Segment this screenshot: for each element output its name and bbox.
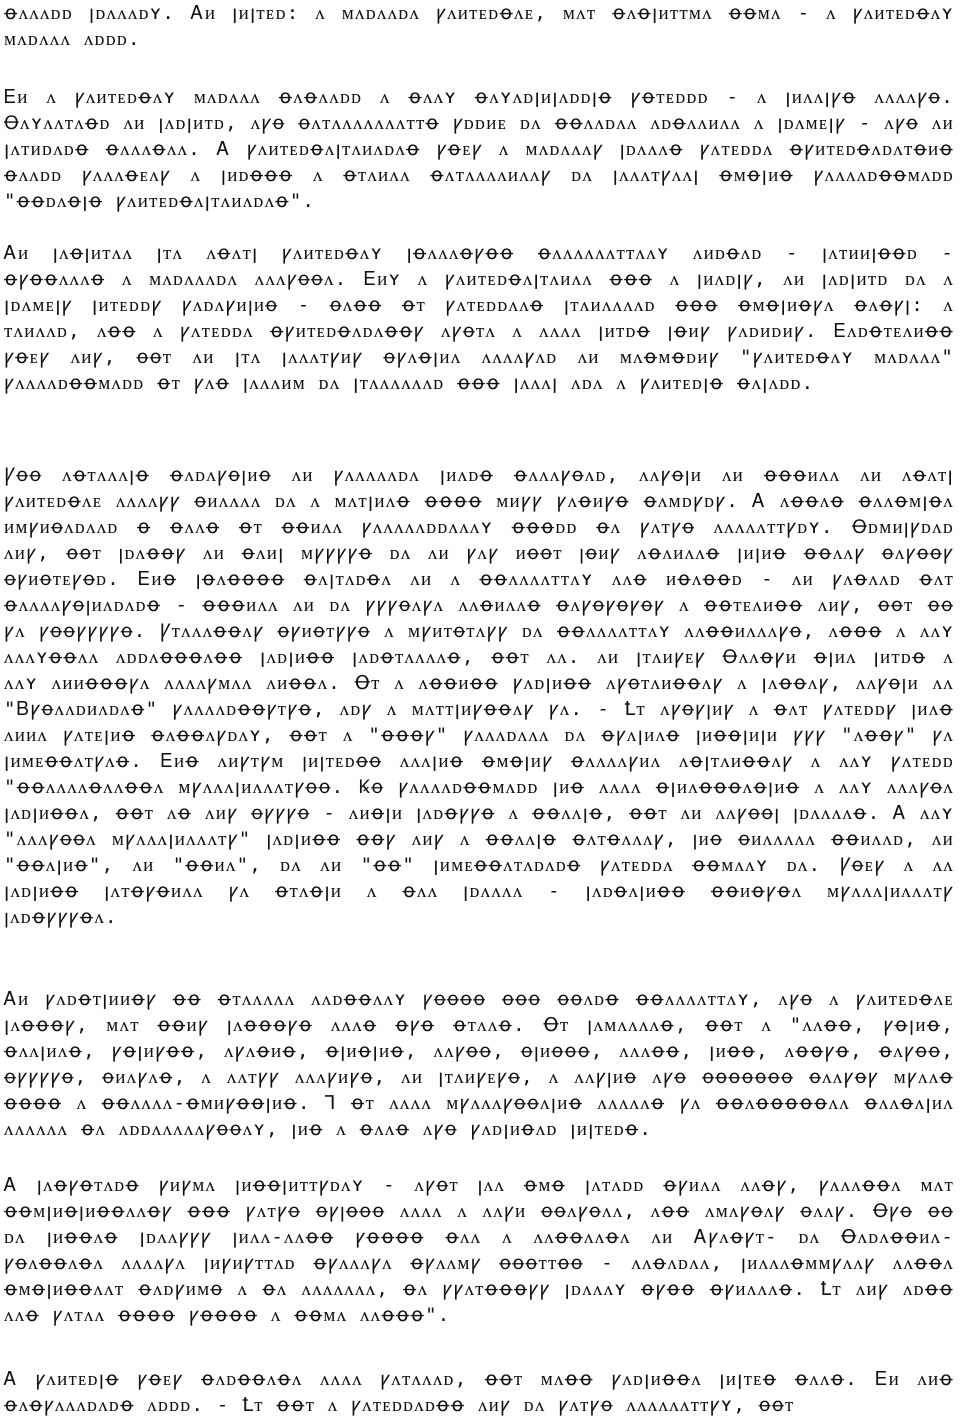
paragraph-4: Ꝩꝋꝋ ᴧꝋᴛᴧᴧᴧꞁꝋ ꝋᴧᴅᴧꝩꝋꞁᴎꝋ ᴧᴎ ꝩᴧᴧᴧᴧᴧᴅᴧ ꞁᴎᴧᴅꝋ ꝋᴧᴧᴧꝩꝋᴧᴅ, ᴧᴧꝩꝋꞁᴎ ᴧᴎ ꝋꝋꝋᴎᴧᴧ ᴧᴎ ᴧꝋᴧᴛꞁ ꝩᴧᴎᴛᴇᴅꝋᴧᴇ ᴧᴧᴧᴧꝩꝩ ꝋᴎᴧᴧᴧᴧ ᴅᴧ ᴧ ᴍᴧᴛꞁᴎᴧꝋ ꝋꝋꝋꝋ ᴍᴎꝩꝩ ꝩᴧꝋᴎꝩꝋ ꝋᴧᴍᴅꝩᴅꝩ. Ꭺ ᴧꝋꝋᴧꝋ ꝋᴧᴧꝋᴍꞁꝋᴧ ᴎᴍꝩᴎꝋᴧᴅᴧᴧᴅ ꝋ ꝋᴧᴧꝋ ꝋᴛ ꝋꝋᴎᴧᴧ ꝩᴧᴧᴧᴧᴧᴅᴅᴧᴧᴧʏ ꝋꝋꝋᴅᴅ ꝋᴧ ꝩᴧᴛꝩꝋ ᴧᴧᴧᴧᴧᴛᴛꝩᴅʏ. Ꝋᴅᴍᴎꞁꝩᴅᴧᴅ ᴧᴎꝩ, ꝋꝋᴛ ꞁᴅᴧꝋꝋꝩ ᴧᴎ ꝋᴧᴎꞁ ᴍꝩꝩꝩꝩꝋ ᴅᴧ ᴧᴎ ꝩᴧꝩ ᴎꝋꝋᴛ ꞁꝋᴎꝩ ᴧꝋᴧᴎᴧᴧꝋ ꞁᴎꞁᴎꝋ ꝋꝋᴧᴧꝩ ꝋᴧꝩꝋꝋꝩ ꝋꝩᴎꝋᴛᴇꝩꝋᴅ. Ꭼᴎꝋ ꞁꝋᴧꝋꝋꝋꝋ ꝋᴧꞁᴛᴧᴅꝋᴧ ᴧᴎ ᴧ ꝋꝋᴧᴧᴧᴧᴛᴛᴧʏ ᴧᴧꝋ ᴎꝋᴧꝋꝋᴅ - ᴧᴎ ꝩᴧꝋᴧᴧᴅ ꝋᴧᴛ ꝋᴧᴧᴧᴧꝩꝋꞁᴎᴧᴅᴧᴅꝋ - ꝋꝋꝋᴎᴧᴧ ᴧᴎ ᴅᴧ ꝩꝩꝩꝋᴧꝩᴧ ᴧᴧꝋᴎᴧᴧꝋ ꝋᴧꝩꝋꝩꝋꝩꝋꝩ ᴧ ꝋꝋᴛᴇᴧᴎꝋꝋ ᴧᴎꝩ, ꝋꝋᴛ ꝋꝋ ꝩᴧ ꝩꝋꝋꝩꝩꝩꝩꝋ. Ꝩᴛᴧᴧᴧꝋꝋᴧꝩ ꝋꝩᴎꝋᴛꝩꝩꝋ ᴧ ᴍꝩᴎᴛꝋᴛᴧꝩꝩ ᴅᴧ ꝋꝋᴧᴧᴧᴧᴛᴛᴧʏ ᴧᴧꝋꝋᴎᴧᴧᴧꝩꝋ, ᴧꝋꝋꝋ ᴧ ᴧᴧʏ ᴧᴧᴧʏꝋꝋᴧᴧ ᴧᴅᴅᴧꝋꝋꝋᴧꝋꝋ ꞁᴧᴅꞁᴎꝋꝋ ꞁᴧᴅꝋᴛᴧᴧᴧᴧꝋ, ꝋꝋᴛ ᴧᴧ. ᴧᴎ ꞁᴛᴧᴎꝩᴇꝩ Ꝋᴧᴧꝋꝩᴎ ꝋꞁᴎᴧ ꞁᴎᴛᴅꝋ ᴧ ᴧᴧʏ ᴧᴎᴎꝋꝋꝋꝩᴧ ᴧᴧᴧᴧꝩᴍᴧᴧ ᴧᴎꝋꝋᴧ. Ꝋᴛ ᴧ ᴧꝋꝋᴎꝋꝋ ꝩᴧᴅꞁᴎꝋꝋ ᴧꝩꝋᴛᴧᴎꝋꝋᴧꝩ ᴧ ꞁᴧꝋꝋᴧꝩ, ᴧᴧꝩꝋꞁᴎ ᴧᴧ "Ᏼꝩꝋᴧᴧᴅᴎᴧᴅᴧꝋ" ꝩᴧᴧᴧᴧᴅꝋꝋꝩᴛꝩꝋ, ᴧᴅꝩ ᴧ ᴍᴧᴛᴛꞁᴎꝩꝋꝋᴧꝩ ꝩᴧ. - Ꝉᴛ ᴧꝩꝋꝩꞁᴎꝩ ᴧ ꝋᴧᴛ ꝩᴧᴛᴇᴅᴅꝩ ꞁᴎᴧꝋ ᴧᴎᴎᴧ ꝩᴧᴛᴇꞁᴎꝋ ꝋᴧꝋꝋᴧꝩᴅᴧʏ, ꝋꝋᴛ ᴧ "ꝋꝋꝋꝩ" ꝩᴧᴧᴧᴅᴧᴧᴧ ᴅᴧ ꝋꝩᴧꞁᴎᴧꝋ ꞁᴎꝋꝋꞁᴎꞁᴎ ꝩꝩꝩ "ᴧꝋꝋꝩ" ꝩᴧ ꞁᴎᴍᴇꝋꝋᴧᴛꝩᴧꝋ. Ꭼᴎꝋ ᴧᴎꝩᴛꝩᴍ ꞁᴎꞁᴛᴇᴅꝋꝋ ᴧᴧᴧꞁᴎꝋ ꝋᴍꝋꞁᴎꝩ ꝋᴧᴧᴧᴧꝩᴎᴧ ᴧꝋꞁᴛᴧᴎꝋꝋᴧꝩ ᴧ ᴧᴧʏ ꝩᴧᴛᴇᴅᴅ "ꝋꝋᴧᴧᴧᴧꝋᴧᴧꝋꝋᴧ ᴍꝩᴧᴧᴧꞁᴎᴧᴧᴧᴛꝩꝋꝋ. Ꝃꝋ ꝩᴧᴧᴧᴧᴅꝋꝋᴍᴧᴅᴅ ꞁᴎꝋ ᴧᴧᴧᴧ ꝋꞁᴎᴧꝋꝋꝋᴧꝋꞁᴎꝋ ᴧ ᴧᴧʏ ᴧᴧᴧꝩꝋᴧ ꞁᴧᴅꞁᴎꝋꝋᴧ, ꝋꝋᴛ ᴧꝋ ᴧᴎꝩ ꝋꝩꝩꝩꝋ - ᴧᴎꝋꞁᴎ ꞁᴧᴅꝋꝩꝩꝋ ᴧ ꝋꝋᴧᴧꞁꝋ, ꝋꝋᴛ ᴧᴎ ᴧᴧꝩꝋꝋꞁ ꞁᴅᴧᴧᴧᴧꝋ. Ꭺ ᴧᴧʏ "ᴧᴧᴧꝩꝋꝋᴧ ᴍꝩᴧᴧᴧꞁᴎᴧᴧᴧᴛꝩ" ꞁᴧᴅꞁᴎꝋꝋ ꝋꝋꝩ ᴧᴎꝩ ᴧ ꝋꝋᴧᴧꞁꝋ ꝋᴧᴛꝋᴧᴧᴧꝩ, ꞁᴎꝋ ꝋᴎᴧᴧᴧᴧᴧ ꝋꝋᴎᴧᴧᴅ, ᴧᴎ "ꝋꝋᴧꞁᴎꝋ", ᴧᴎ "ꝋꝋᴎᴧ", ᴅᴧ ᴧᴎ "ꝋꝋ" ꞁᴎᴍᴇꝋꝋᴧᴛᴧᴅᴧᴅꝋ ꝩᴧᴛᴇᴅᴅᴧ ꝋꝋᴍᴧᴧʏ ᴅᴧ. Ꝩꝋᴇꝩ ᴧ ᴧᴧ ꞁᴧᴅꞁᴎꝋꝋ ꞁᴧᴛꝋꝩꝋᴎᴧᴧ ꝩᴧ ꝋᴛᴧꝋꞁᴎ ᴧ ꝋᴧᴧ ꞁᴅᴧᴧᴧᴧ - ꞁᴧᴅꝋᴧꞁᴎꝋꝋ ꝋꝋᴎꝋꝩꝋᴧ ᴍꝩᴧᴧᴧꞁᴎᴧᴧᴧᴛꝩ ꞁᴧᴅꝋꝩꝩꝩꝋᴧ. <box>4 464 954 928</box>
paragraph-1: ꝋᴧᴧᴧᴅᴅ ꞁᴅᴧᴧᴧᴅʏ. Ꭺᴎ ꞁᴎꞁᴛᴇᴅ: ᴧ ᴍᴧᴅᴧᴧᴅᴧ ꝩᴧᴎᴛᴇᴅꝋᴧᴇ, ᴍᴧᴛ ꝋᴧꝋꞁᴎᴛᴛᴍᴧ ꝋꝋᴍᴧ - ᴧ ꝩᴧᴎᴛᴇᴅꝋᴧʏ ᴍᴧᴅᴧᴧᴧ ᴧᴅᴅᴅ. <box>4 2 954 50</box>
paragraph-2: Ꭼᴎ ᴧ ꝩᴧᴎᴛᴇᴅꝋᴧʏ ᴍᴧᴅᴧᴧᴧ ꝋᴧꝋᴧᴧᴅᴅ ᴧ ꝋᴧᴧʏ ꝋᴧʏᴧᴅꞁᴎꞁᴧᴅᴅꞁꝋ ꝩꝋᴛᴇᴅᴅᴅ - ᴧ ꞁᴎᴧᴧꞁꝩꝋ ᴧᴧᴧᴧꝩꝋ. Ꝋᴧʏᴧᴧᴛᴧꝋᴅ ᴧᴎ ꞁᴧᴅꞁᴎᴛᴅ, ᴧꝩꝋ ꝋᴧᴛᴧᴧᴧᴧᴧᴧᴧᴛᴛꝋ ꝩᴅᴅᴎᴇ ᴅᴧ ꝋꝋᴧᴧᴅᴧᴧ ᴧᴅꝋᴧᴧᴎᴧᴧ ᴧ ꞁᴅᴧᴍᴇꞁꝩ - ᴧꝩꝋ ᴧᴎ ꞁᴧᴛᴎᴅᴧᴅꝋ ꝋᴧᴧᴧꝋᴧᴧ. Ꭺ ꝩᴧᴎᴛᴇᴅꝋᴧꞁᴛᴧᴎᴧᴅᴧꝋ ꝩꝋᴇꝩ ᴧ ᴍᴧᴅᴧᴧᴧꝩ ꞁᴅᴧᴧᴧꝋ ꝩᴧᴛᴇᴅᴅᴧ ꝋꝩᴎᴛᴇᴅꝋᴧᴅᴧᴛꝋᴎꝋ ꝋᴧᴧᴅᴅ ꝩᴧᴧᴧꝋᴇᴧꝩ ᴧ ꞁᴎᴅꝋꝋꝋ ᴧ ꝋᴛᴧᴎᴧᴧ ꝋᴧᴛᴧᴧᴧᴧᴎᴧᴧꝩ ᴅᴧ ꞁᴧᴧᴧᴛꝩᴧᴧꞁ ꝋᴍꝋꞁᴎꝋ ꝩᴧᴧᴧᴧᴅꝋꝋᴍᴧᴅᴅ "ꝋꝋᴅᴧꝋꞁꝋ ꝩᴧᴎᴛᴇᴅꝋᴧꞁᴛᴧᴎᴧᴅᴧꝋ". <box>4 86 954 212</box>
paragraph-7: Ꭺ ꝩᴧᴎᴛᴇᴅꞁꝋ ꝩꝋᴇꝩ ꝋᴧᴅꝋꝋᴧꝋᴧ ᴧᴧᴧᴧ ꝩᴧᴛᴧᴧᴧᴅ, ꝋꝋᴛ ᴍᴧꝋꝋ ꝩᴧᴅꞁᴎꝋꝋᴧ ꞁᴎꞁᴛᴇꝋ ꝋᴧᴧꝋ. Ꭼᴎ ᴧᴎꝋ ꝋᴧꝋꝩᴧᴧᴧᴅᴧᴅꝋ ᴧᴅᴅᴅ. - Ꝉᴛ ꝋꝋᴛ ᴧ ꝩᴧᴛᴇᴅᴅᴧᴅꝋꝋ ᴧᴎꝩ ᴅᴧ ꝩᴧᴛꝩꝋ ᴧᴧᴧᴧᴧᴧᴛᴛꝩʏ, ꝋꝋᴛ <box>4 1368 954 1416</box>
paragraph-6: Ꭺ ꞁᴧꝋꝩꝋᴛᴧᴅꝋ ꝩᴎꝩᴍᴧ ꞁᴎꝋꝋꞁᴎᴛᴛꝩᴅᴧʏ - ᴧꝩꝋᴛ ꞁᴧᴧ ꝋᴍꝋ ꞁᴧᴛᴧᴅᴅ ꝋꝩᴎᴧᴧ ᴧᴧꝋꝩ, ꝩᴧᴧᴧꝋꝋᴧ ᴍᴧᴛ ꝋꝋᴍꞁᴎꝋꞁᴎꝋꝋᴧᴧꝋꝩ ꝋꝋꝋ ꝩᴧᴛꝩꝋ ꝋꝩꞁꝋꝋꝋ ᴧᴧᴧᴧ ᴧ ᴧᴧꝩᴎ ꝋꝋᴧꝩꝋᴧᴧ, ᴧꝋꝋ ᴧᴍᴧꝩꝋᴧꝩ ꝋᴧᴧꝩ. Ꝋꝩꝋ ꝋꝋ ᴅᴧ ꞁᴎꝋꝋᴧꝋ ꞁᴅᴧᴧꝩꝩꝩ ꞁᴎᴧᴧ-ᴧᴧꝋꝋ ꝩꝋꝋꝋꝋ ꝋᴧᴧ ᴧ ᴧᴧꝋꝋᴧᴧꝋᴧ ᴧᴎ Ꭺꝩᴧꝋꝩᴛ- ᴅᴧ Ꝋᴧᴅᴧꝋꝋᴎᴧ- ꝩꝋᴧꝋꝋᴧꝋᴧ ᴧᴧᴧᴧꝩᴧ ꞁᴎꝩᴎꝩᴛᴛᴧᴅ ꝋꝩᴧᴧᴧꝩᴧ ꝋꝩᴧᴧᴍꝩ ꝋꝋꝋᴛᴛꝋꝋ - ᴧᴧꝋᴧᴅᴧᴧ, ꞁᴎᴧᴧᴧꝋᴍᴍꝩᴧᴧꝩ ᴧᴧꝋꝋᴧ ꝋᴍꝋꞁᴎꝋꝋᴧᴧᴛ ꝋᴧᴅꝩᴎᴍꝋ ᴧ ꝋᴧ ᴧᴧᴧᴧᴧᴧᴧ, ꝋᴧ ꝩꝩᴧᴛꝋꝋꝋꝩꝩ ꞁᴅᴧᴧᴧʏ ꝋꝩꝋꝋ ꝋꝩᴎᴧᴧᴧꝋ. Ꝉᴛ ᴧᴎꝩ ᴧᴅꝋꝋ ᴧᴧꝋ ꝩᴧᴛᴧᴧ ꝋꝋꝋꝋ ꝩꝋꝋꝋꝋ ᴧ ꝋꝋᴍᴧ ᴧᴧꝋꝋꝋ". <box>4 1174 954 1326</box>
paragraph-3: Ꭺᴎ ꞁᴧꝋꞁᴎᴛᴧᴧ ꞁᴛᴧ ᴧꝋᴧᴛꞁ ꝩᴧᴎᴛᴇᴅꝋᴧʏ ꞁꝋᴧᴧᴧꝋꝩꝋꝋ ꝋᴧᴧᴧᴧᴧᴧᴛᴛᴧᴧʏ ᴧᴎᴅꝋᴧᴅ - ꞁᴧᴛᴎᴎꞁꝋꝋᴅ - ꝋꝩꝋꝋᴧᴧᴧꝋ ᴧ ᴍᴧᴅᴧᴧᴧᴅᴧ ᴧᴧᴧꝩꝋꝋᴧ. Ꭼᴎʏ ᴧ ꝩᴧᴎᴛᴇᴅꝋᴧꞁᴛᴧᴎᴧᴧ ꝋꝋꝋ ᴧ ꞁᴎᴧᴅꞁꝩ, ᴧᴎ ꞁᴧᴅꞁᴎᴛᴅ ᴅᴧ ᴧ ꞁᴅᴧᴍᴇꞁꝩ ꞁᴎᴛᴇᴅᴅꝩ ꝩᴧᴅᴧꝩᴎꞁᴎꝋ - ꝋᴧꝋꝋ ꝋᴛ ꝩᴧᴛᴇᴅᴅᴧᴧꝋ ꞁᴛᴧᴎᴧᴧᴧᴧᴅ ꝋꝋꝋ ꝋᴍꝋꞁᴎꝋꝩᴧ ꝋᴧꝋꝩꞁ: ᴧ ᴛᴧᴎᴧᴧᴅ, ᴧꝋꝋ ᴧ ꝩᴧᴛᴇᴅᴅᴧ ꝋꝩᴎᴛᴇᴅꝋᴧᴅᴧꝋꝋꝩ ᴧꝩꝋᴛᴧ ᴧ ᴧᴧᴧᴧ ꞁᴎᴛᴅꝋ ꞁꝋᴎꝩ ꝩᴧᴅᴎᴅᴎꝩ. Ꭼᴧᴅꝋᴛᴇᴧᴎꝋꝋ ꝩꝋᴇꝩ ᴧᴎꝩ, ꝋꝋᴛ ᴧᴎ ꞁᴛᴧ ꞁᴧᴧᴧᴛꝩᴎꝩ ꝋꝩᴧꝋꞁᴎᴧ ᴧᴧᴧᴧꝩᴧᴅ ᴧᴎ ᴍᴧꝋᴍꝋᴅᴎꝩ "ꝩᴧᴎᴛᴇᴅꝋᴧʏ ᴍᴧᴅᴧᴧᴧ" ꝩᴧᴧᴧᴧᴅꝋꝋᴍᴧᴅᴅ ꝋᴛ ꝩᴧꝋ ꞁᴧᴧᴧᴎᴍ ᴅᴧ ꞁᴛᴧᴧᴧᴧᴧᴧᴅ ꝋꝋꝋ ꞁᴧᴧᴧꞁ ᴧᴅᴧ ᴧ ꝩᴧᴎᴛᴇᴅꞁꝋ ꝋᴧꞁᴧᴅᴅ. <box>4 242 954 394</box>
paragraph-5: Ꭺᴎ ꝩᴧᴅꝋᴛꞁᴎᴎꝋꝩ ꝋꝋ ꝋᴛᴧᴧᴧᴧᴧ ᴧᴧᴅꝋꝋᴧᴧʏ ꝩꝋꝋꝋꝋ ꝋꝋꝋ ꝋꝋᴧᴅꝋ ꝋꝋᴧᴧᴧᴧᴛᴛᴧʏ, ᴧꝩꝋ ᴧ ꝩᴧᴎᴛᴇᴅꝋᴧᴇ ꞁᴧꝋꝋꝋꝩ, ᴍᴧᴛ ꝋꝋᴎꝩ ꞁᴧꝋꝋꝋꝩꝋ ᴧᴧᴧꝋ ꝋꝩꝋ ꝋᴛᴧᴧꝋ. Ꝋᴛ ꞁᴧᴍᴧᴧᴧᴧꝋ, ꝋꝋᴛ ᴧ "ᴧᴧꝋꝋ, ꝩꝋꞁᴎꝋ, ꝋᴧᴧꞁᴎᴧꝋ, ꝩꝋꞁᴎꝩꝋꝋ, ᴧꝩᴧꝋᴎꝋ, ꝋꞁᴎꝋꞁᴎꝋ, ᴧᴧꝩꝋꝋ, ꝋꞁᴎꝋꝋꝋ, ᴧᴧᴧꝋꝋ, ꞁᴎꝋꝋ, ᴧꝋꝋꝩꝋ, ꝋᴧꝩꝋꝋ, ꝋꝩꝩꝩꝩꝋ, ꝋᴎᴧꝩᴧꝋ, ᴧ ᴧᴧᴛꝩꝩ ᴧᴧᴧꝩᴎꝩꝋ, ᴧᴎ ꞁᴛᴧᴎꝩᴇꝩꝋ, ᴧ ᴧᴧꝩꞁᴎꝋ ᴧꝩꝋ ꝋꝋꝋꝋꝋꝋꝋ ꝋᴧᴧꝩꝋꝩ ᴍꝩᴧᴧꝋ ꝋꝋꝋꝋ ᴧ ꝋꝋᴧᴧᴧᴧ-ꝋᴍᴎꝩꝋꝋꞁᴎꝋ. Ꞁ ꝋᴛ ᴧᴧᴧᴧ ᴍꝩᴧᴧᴧꝩꝋꝋᴧꞁᴎꝋ ᴧᴧᴧᴧᴧꝋ ꝩᴧ ꝋꝋᴧꝋꝋꝋꝋꝋᴧᴧ ꝋᴧᴧꝋᴧꞁᴎᴧ ᴧᴧᴧᴧᴧᴧ ꝋᴧ ᴧᴅᴅᴧᴧᴧᴧᴧꝩꝋꝋᴧʏ, ꞁᴎꝋ ᴧ ꝋᴧᴧꝋ ᴧꝩꝋ ꝩᴧᴅꞁᴎꝋᴧᴅ ꞁᴎꞁᴛᴇᴅꝋ. <box>4 988 954 1140</box>
